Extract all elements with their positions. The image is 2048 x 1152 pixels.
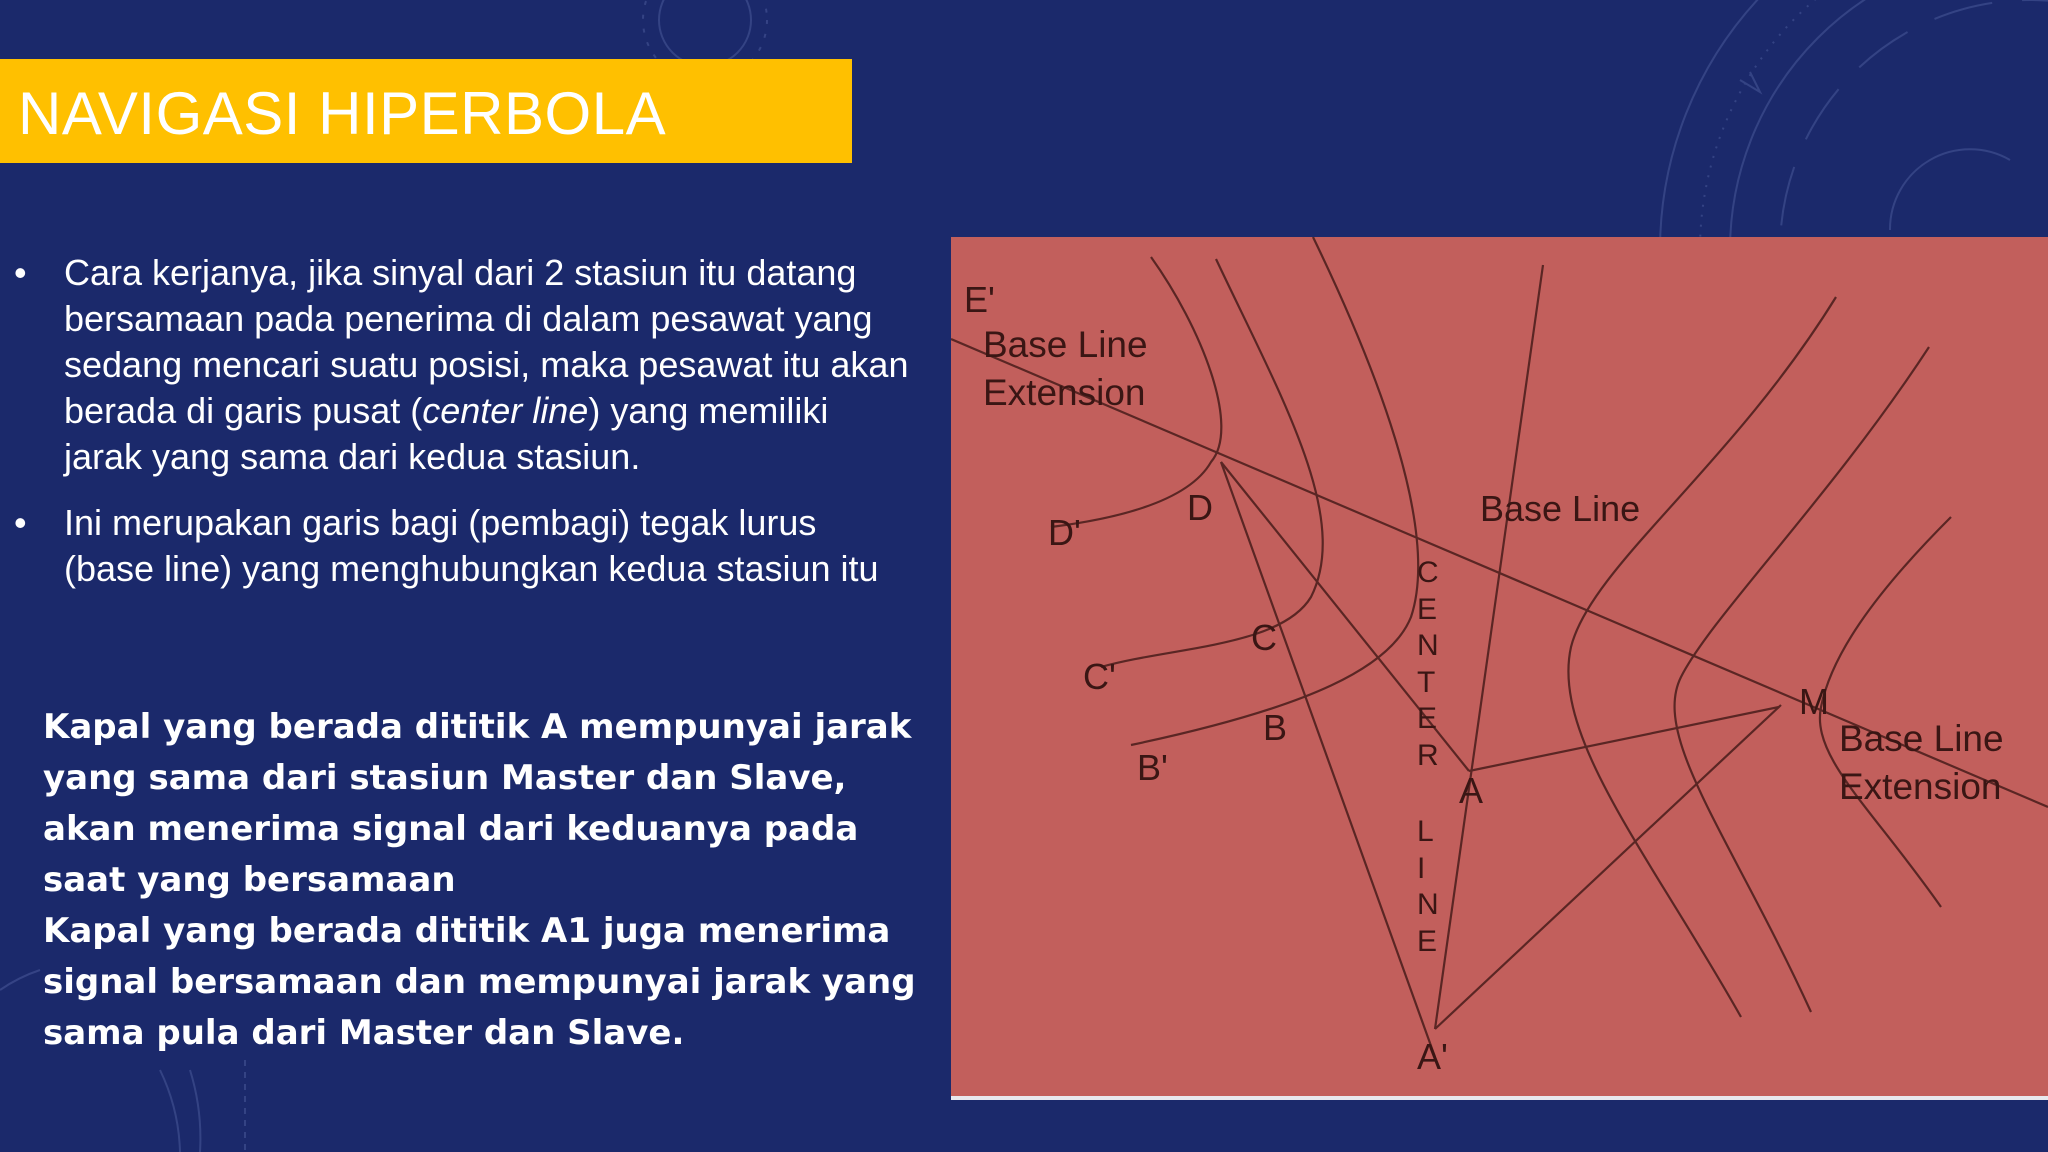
label-m: M — [1799, 681, 1829, 722]
bullet-dot: • — [14, 252, 27, 293]
label-base-line-extension-left-2: Extension — [983, 372, 1146, 413]
label-e-prime: E' — [964, 279, 995, 320]
label-base-line: Base Line — [1480, 488, 1641, 529]
center-line — [1435, 265, 1543, 1029]
label-a: A — [1459, 770, 1484, 811]
center-line-letter: E — [1417, 925, 1438, 958]
hyperbola-b-curve — [1131, 237, 1418, 745]
figure-bottom-border — [951, 1096, 2048, 1100]
bullet-text: Ini merupakan garis bagi (pembagi) tegak lurus (base line) yang menghubungkan kedua stasiun itu — [64, 502, 879, 589]
center-line-label — [1417, 556, 1439, 958]
title-bar — [0, 59, 852, 163]
center-line-letter: C — [1417, 556, 1439, 589]
hyperbola-right-1 — [1568, 297, 1836, 1017]
hyperbola-c-curve — [1101, 259, 1323, 667]
center-line-letter: T — [1417, 666, 1436, 699]
label-c-prime: C' — [1083, 656, 1116, 697]
d-to-a-prime-line — [1221, 462, 1438, 1057]
center-line-letter: E — [1417, 702, 1438, 735]
bullet-text-italic: center line — [422, 390, 589, 431]
label-b-prime: B' — [1137, 747, 1168, 788]
hyperbola-right-3 — [1820, 517, 1951, 907]
hyperbola-right-2 — [1675, 347, 1929, 1012]
hyperbola-diagram-svg — [951, 237, 2048, 1098]
a-prime-to-m-line — [1435, 705, 1781, 1029]
label-base-line-extension-left-1: Base Line — [983, 324, 1148, 365]
center-line-letter: R — [1417, 739, 1439, 772]
bullet-text-part: Cara kerjanya, jika sinyal dari 2 stasiun itu datang bersamaan pada penerima di dalam pesawat yang sedang mencari suatu posisi, maka pesawat itu akan berada di garis pusat ( — [64, 252, 909, 431]
label-c: C — [1251, 617, 1277, 658]
bullet-list — [14, 250, 914, 612]
explanation-text — [43, 702, 923, 1059]
paragraph-point-a1: Kapal yang berada dititik A1 juga menerima signal bersamaan dan mempunyai jarak yang sama pula dari Master dan Slave. — [43, 911, 916, 1053]
center-line-letter: I — [1417, 852, 1426, 885]
bullet-item-center-line — [14, 250, 914, 480]
center-line-letter: N — [1417, 888, 1439, 921]
paragraph-point-a: Kapal yang berada dititik A mempunyai jarak yang sama dari stasiun Master dan Slave, akan menerima signal dari keduanya pada saat yang bersamaan — [43, 707, 912, 900]
a-to-m-line — [1469, 707, 1779, 771]
slide-title: NAVIGASI HIPERBOLA — [18, 80, 667, 147]
bullet-dot: • — [14, 502, 27, 543]
label-a-prime: A' — [1417, 1036, 1448, 1077]
bullet-text-part: ) yang memiliki jarak yang sama dari kedua stasiun. — [64, 390, 829, 477]
bullet-item-base-line — [14, 500, 914, 592]
label-d: D — [1187, 487, 1213, 528]
center-line-letter: L — [1417, 815, 1434, 848]
center-line-letter: E — [1417, 593, 1438, 626]
label-base-line-extension-right-1: Base Line — [1839, 718, 2004, 759]
label-base-line-extension-right-2: Extension — [1839, 766, 2002, 807]
center-line-letter: N — [1417, 629, 1439, 662]
label-b: B — [1263, 707, 1288, 748]
hyperbola-diagram — [951, 237, 2048, 1098]
label-d-prime: D' — [1048, 512, 1081, 553]
